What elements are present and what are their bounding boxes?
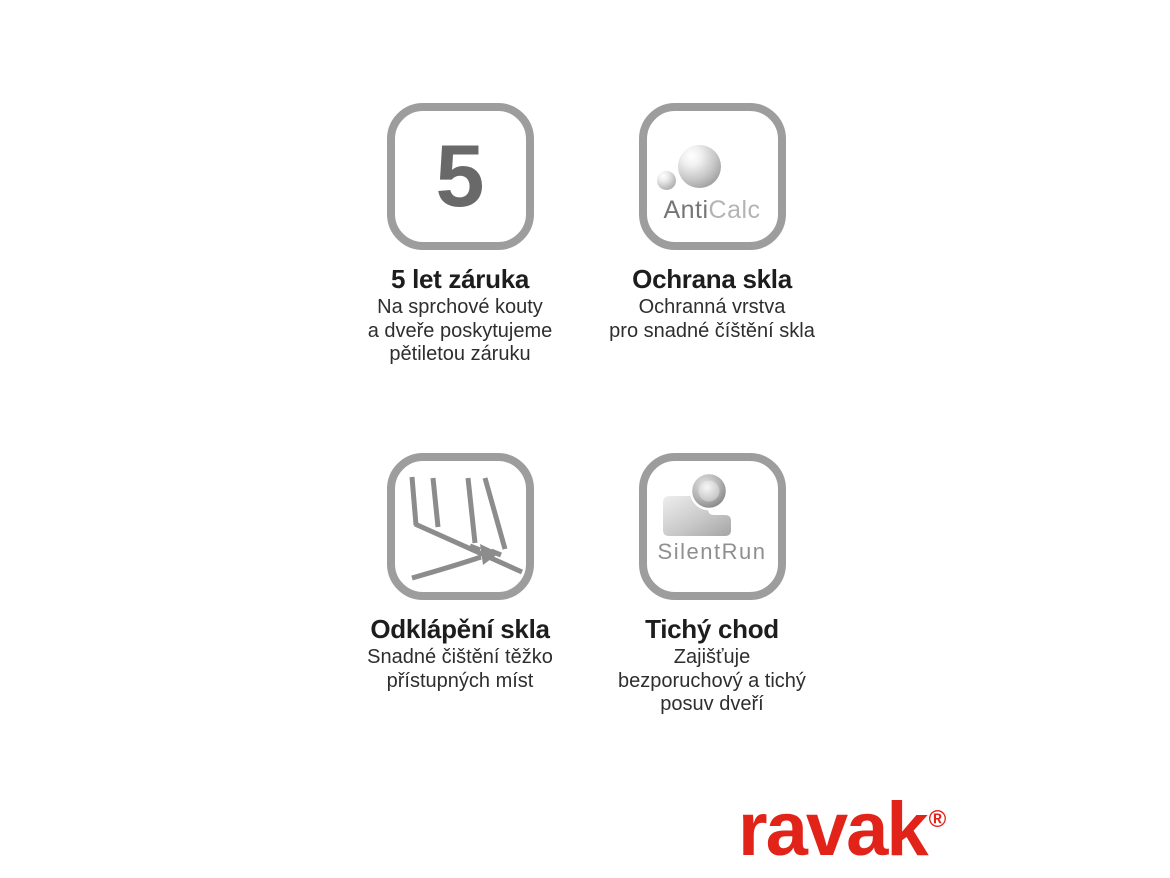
silentrun-badge: [639, 453, 786, 600]
glass-tilt-arrow-icon: [395, 461, 526, 592]
bubble-large-icon: [678, 145, 721, 188]
bubble-small-icon: [657, 171, 676, 190]
feature-silentrun: [572, 453, 852, 717]
ravak-logo-text: ravak: [738, 787, 927, 872]
warranty-badge: [387, 103, 534, 250]
feature-glass-tilt: [320, 453, 600, 693]
feature-title-anticalc: Ochrana skla: [632, 264, 792, 294]
feature-title-warranty: 5 let záruka: [390, 264, 530, 294]
feature-warranty: [320, 103, 600, 367]
feature-subtitle-warranty: Na sprchové kouty a dveře poskytujeme pětiletou záruku: [367, 296, 553, 365]
feature-subtitle-anticalc: Ochranná vrstva pro snadné číštění skla: [609, 296, 815, 342]
feature-subtitle-silentrun: Zajišťuje bezporuchový a tichý posuv dveří: [618, 646, 806, 715]
feature-title-silentrun: Tichý chod: [645, 614, 779, 644]
ravak-logo: [738, 787, 947, 872]
five-digit-icon: 5: [435, 125, 485, 225]
registered-trademark-icon: ®: [928, 806, 947, 833]
anticalc-wordmark: AntiCalc: [663, 196, 761, 224]
roller-wheel-icon: [647, 461, 778, 592]
glass-tilt-badge: [387, 453, 534, 600]
feature-anticalc: [572, 103, 852, 343]
feature-title-glass-tilt: Odklápění skla: [370, 614, 550, 644]
silentrun-wordmark: SilentRun: [657, 539, 767, 564]
anticalc-badge: [639, 103, 786, 250]
feature-subtitle-glass-tilt: Snadné čištění těžko přístupných míst: [367, 646, 553, 692]
